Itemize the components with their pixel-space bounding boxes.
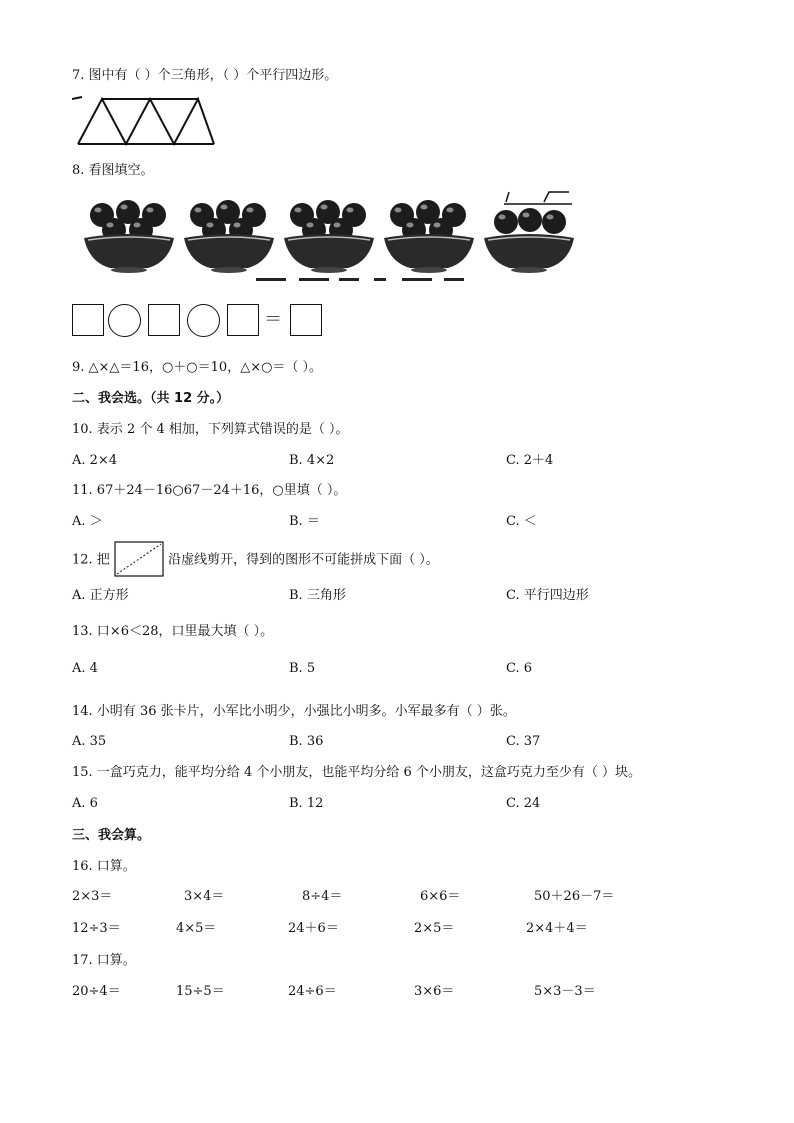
q12-text-before: 12. 把: [72, 552, 110, 568]
q16-calc: 2×3＝: [72, 889, 113, 904]
q10-option-b[interactable]: B. 4×2: [289, 453, 335, 468]
answer-box-2[interactable]: [148, 304, 180, 336]
answer-box-3[interactable]: [227, 304, 259, 336]
q9-text: 9. △×△＝16，○＋○＝10，△×○＝（ ）。: [72, 360, 323, 375]
q16-calc: 50＋26－7＝: [534, 889, 615, 904]
q17-calc: 24÷6＝: [288, 984, 337, 999]
triangle-strip-figure: [72, 94, 222, 150]
q11-option-a[interactable]: A. ＞: [72, 514, 103, 529]
q13-option-c[interactable]: C. 6: [506, 661, 533, 676]
q13-option-a[interactable]: A. 4: [72, 661, 98, 676]
q10-text: 10. 表示 2 个 4 相加，下列算式错误的是（ ）。: [72, 422, 349, 437]
q12-option-b[interactable]: B. 三角形: [289, 588, 346, 603]
q14-option-b[interactable]: B. 36: [289, 734, 324, 749]
q16-calc: 2×5＝: [414, 921, 455, 936]
q16-calc: 8÷4＝: [302, 889, 343, 904]
bowl-3: [284, 200, 374, 273]
q16-calc: 6×6＝: [420, 889, 461, 904]
section2-title: 二、我会选。（共 12 分。）: [72, 391, 230, 406]
q14-option-c[interactable]: C. 37: [506, 734, 541, 749]
q7-text: 7. 图中有（ ）个三角形，（ ）个平行四边形。: [72, 68, 338, 83]
q16-title: 16. 口算。: [72, 859, 136, 874]
bowl-4: [384, 200, 474, 273]
q12-text-after: 沿虚线剪开，得到的图形不可能拼成下面（ ）。: [168, 552, 439, 568]
bowl-1: [84, 200, 174, 273]
q16-calc: 2×4＋4＝: [526, 921, 588, 936]
q16-calc: 24＋6＝: [288, 921, 339, 936]
answer-box-1[interactable]: [72, 304, 104, 336]
q13-option-b[interactable]: B. 5: [289, 661, 316, 676]
apple-bowls-figure: [84, 190, 584, 285]
q11-option-b[interactable]: B. ＝: [289, 514, 320, 529]
bowl-5: [484, 192, 574, 273]
equals-sign: ＝: [264, 309, 282, 330]
q11-option-c[interactable]: C. ＜: [506, 514, 537, 529]
q16-calc: 12÷3＝: [72, 921, 121, 936]
dashed-rectangle-figure: [114, 541, 164, 577]
q15-option-a[interactable]: A. 6: [72, 796, 98, 811]
q12-option-a[interactable]: A. 正方形: [72, 588, 129, 603]
q15-option-b[interactable]: B. 12: [289, 796, 324, 811]
q17-title: 17. 口算。: [72, 953, 136, 968]
answer-circle-1[interactable]: [108, 304, 141, 337]
q12-option-c[interactable]: C. 平行四边形: [506, 588, 589, 603]
q16-calc: 3×4＝: [184, 889, 225, 904]
q10-option-a[interactable]: A. 2×4: [72, 453, 118, 468]
q17-calc: 5×3－3＝: [534, 984, 596, 999]
q15-text: 15. 一盒巧克力，能平均分给 4 个小朋友，也能平均分给 6 个小朋友，这盒巧克力至少有（ ）块。: [72, 765, 642, 780]
q17-calc: 15÷5＝: [176, 984, 225, 999]
q8-text: 8. 看图填空。: [72, 163, 154, 178]
q10-option-c[interactable]: C. 2＋4: [506, 453, 554, 468]
q13-text: 13. 口×6＜28，口里最大填（ ）。: [72, 624, 274, 639]
q17-calc: 20÷4＝: [72, 984, 121, 999]
section3-title: 三、我会算。: [72, 828, 151, 843]
q11-text: 11. 67＋24－16○67－24＋16，○里填（ ）。: [72, 483, 347, 498]
answer-circle-2[interactable]: [187, 304, 220, 337]
q16-calc: 4×5＝: [176, 921, 217, 936]
answer-box-result[interactable]: [290, 304, 322, 336]
q12-text: [72, 551, 439, 570]
q15-option-c[interactable]: C. 24: [506, 796, 541, 811]
bowl-2: [184, 200, 274, 273]
q17-calc: 3×6＝: [414, 984, 455, 999]
q14-option-a[interactable]: A. 35: [72, 734, 107, 749]
q14-text: 14. 小明有 36 张卡片，小军比小明少，小强比小明多。小军最多有（ ）张。: [72, 704, 516, 719]
